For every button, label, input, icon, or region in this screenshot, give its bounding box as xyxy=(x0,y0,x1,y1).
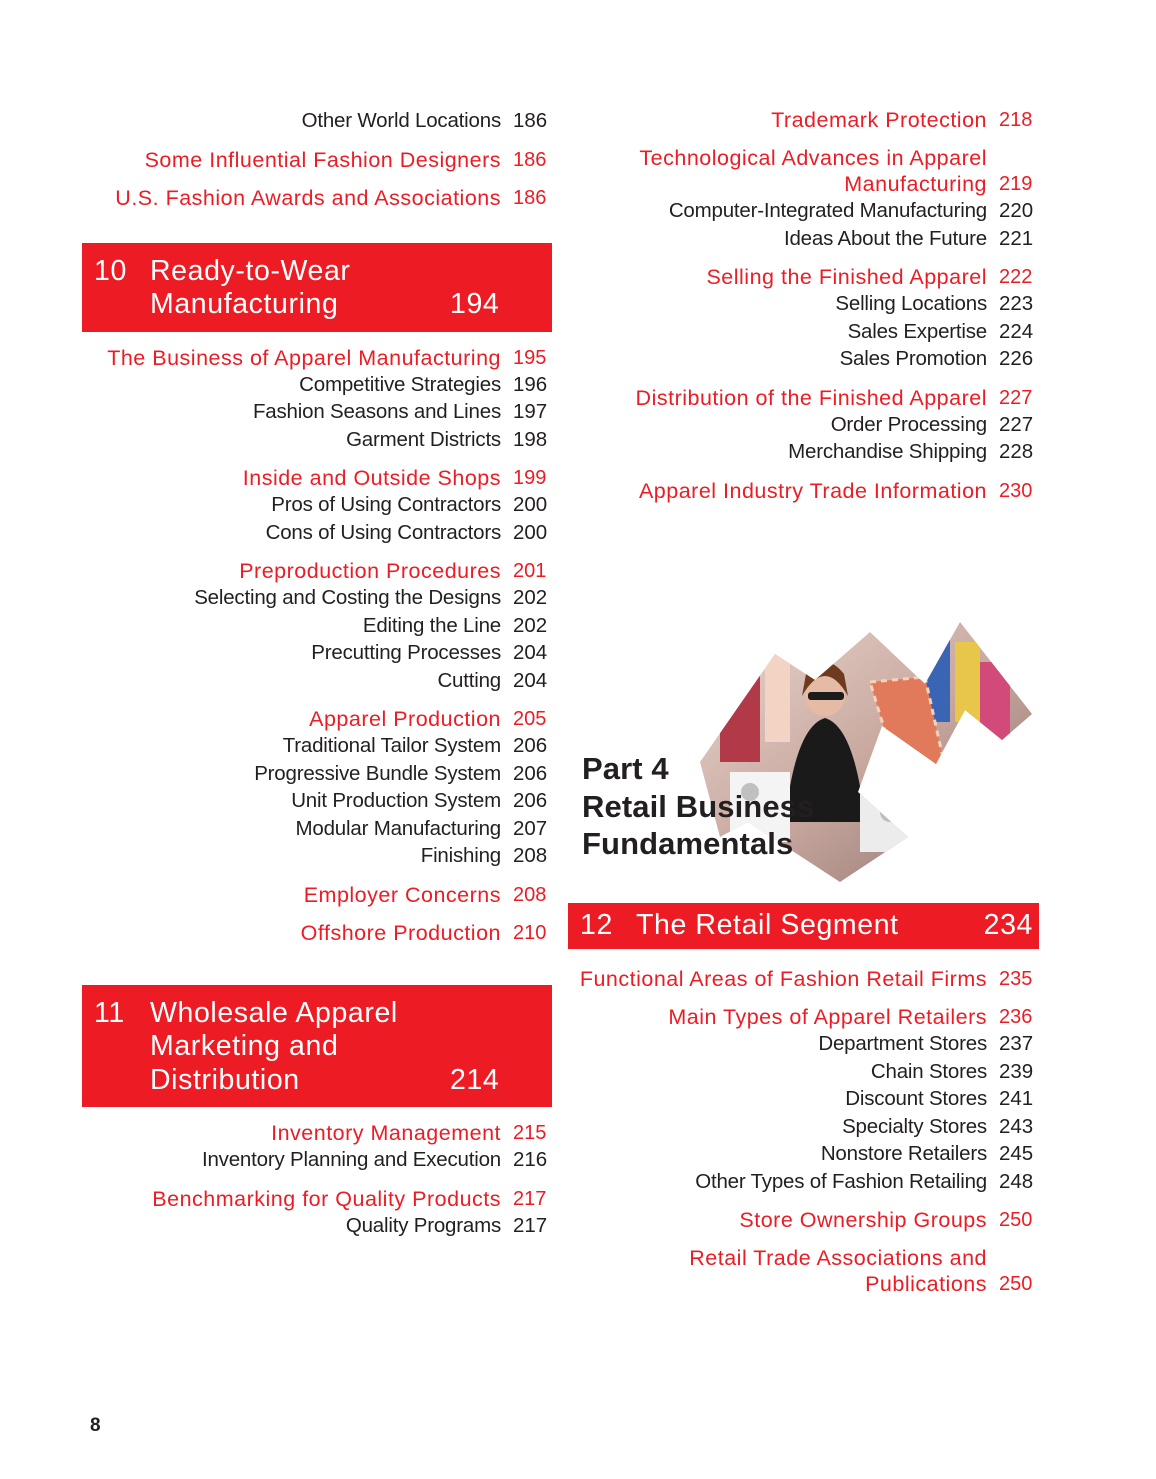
toc-entry-page: 243 xyxy=(999,1114,1034,1138)
toc-subsection-entry[interactable] xyxy=(82,519,552,547)
toc-entry-page: 201 xyxy=(513,560,547,582)
toc-section-entry[interactable] xyxy=(82,345,552,371)
toc-entry-page: 215 xyxy=(513,1122,547,1144)
toc-entry-title: Benchmarking for Quality Products xyxy=(152,1186,501,1211)
chapter-title: Wholesale Apparel Marketing and Distribution xyxy=(150,996,398,1096)
toc-gap xyxy=(82,546,552,558)
toc-entry-title: Competitive Strategies xyxy=(299,372,501,396)
toc-entry-title: Some Influential Fashion Designers xyxy=(144,147,501,172)
toc-entry-page: 205 xyxy=(513,708,547,730)
toc-gap xyxy=(82,908,552,920)
toc-section-entry[interactable] xyxy=(568,966,1038,992)
toc-section-entry[interactable] xyxy=(568,1245,1038,1297)
toc-entry-page: 196 xyxy=(513,372,548,396)
chapter-title: Ready-to-Wear Manufacturing xyxy=(150,254,351,320)
toc-entry-title: The Business of Apparel Manufacturing xyxy=(107,345,501,370)
toc-entry-page: 222 xyxy=(999,266,1033,288)
toc-subsection-entry[interactable] xyxy=(82,371,552,399)
chapter-10-banner[interactable] xyxy=(82,243,552,332)
toc-subsection-entry[interactable] xyxy=(568,1168,1038,1196)
toc-entry-title: Cutting xyxy=(437,668,501,692)
toc-entry-page: 202 xyxy=(513,586,548,609)
toc-gap xyxy=(82,694,552,706)
toc-gap xyxy=(568,466,1038,478)
toc-entry-page: 248 xyxy=(999,1169,1034,1193)
toc-entry-title: Editing the Line xyxy=(362,613,501,637)
toc-subsection-entry[interactable] xyxy=(568,1140,1038,1168)
toc-section-entry[interactable] xyxy=(82,882,552,908)
toc-entry-page: 200 xyxy=(513,520,548,544)
toc-entry-page: 218 xyxy=(999,109,1033,131)
toc-list xyxy=(82,345,552,946)
toc-list xyxy=(568,966,1038,1297)
toc-subsection-entry[interactable] xyxy=(82,842,552,870)
toc-entry-page: 245 xyxy=(999,1142,1034,1165)
toc-subsection-entry[interactable] xyxy=(82,612,552,640)
toc-entry-page: 220 xyxy=(999,199,1034,222)
toc-entry-title: Discount Stores xyxy=(845,1087,987,1110)
toc-entry-title: Offshore Production xyxy=(300,920,501,945)
toc-entry-page: 195 xyxy=(513,346,547,369)
toc-section-entry[interactable] xyxy=(82,706,552,732)
toc-entry-title: Trademark Protection xyxy=(771,108,987,132)
toc-entry-title: Preproduction Procedures xyxy=(239,559,501,583)
toc-gap xyxy=(568,1233,1038,1245)
toc-entry-page: 227 xyxy=(999,412,1034,436)
toc-entry-page: 236 xyxy=(999,1006,1033,1028)
toc-entry-title: Selecting and Costing the Designs xyxy=(194,586,501,609)
toc-entry-title: Traditional Tailor System xyxy=(282,734,501,757)
toc-entry-page: 228 xyxy=(999,440,1034,463)
toc-subsection-entry[interactable] xyxy=(82,667,552,695)
toc-entry-page: 237 xyxy=(999,1032,1034,1055)
toc-subsection-entry[interactable] xyxy=(82,107,552,135)
toc-gap xyxy=(82,1174,552,1186)
toc-entry-title: Technological Advances in Apparel Manufacturing xyxy=(639,146,987,196)
toc-entry-page: 226 xyxy=(999,347,1034,370)
toc-section-entry[interactable] xyxy=(568,1004,1038,1030)
toc-entry-title: Garment Districts xyxy=(346,427,501,451)
toc-entry-title: Pros of Using Contractors xyxy=(271,493,501,516)
toc-right-column-lower xyxy=(568,966,1038,1297)
toc-section-entry[interactable] xyxy=(568,107,1038,133)
toc-entry-title: Store Ownership Groups xyxy=(739,1208,987,1232)
toc-entry-page: 230 xyxy=(999,479,1033,502)
toc-entry-title: Merchandise Shipping xyxy=(788,440,987,463)
toc-gap xyxy=(568,133,1038,145)
toc-entry-page: 210 xyxy=(513,921,547,944)
toc-gap xyxy=(568,252,1038,264)
toc-section-entry[interactable] xyxy=(568,478,1038,504)
toc-subsection-entry[interactable] xyxy=(82,426,552,454)
toc-subsection-entry[interactable] xyxy=(82,1212,552,1240)
toc-subsection-entry[interactable] xyxy=(82,1146,552,1174)
toc-entry-page: 235 xyxy=(999,968,1033,990)
part-title xyxy=(582,750,814,863)
chapter-page: 214 xyxy=(450,1063,500,1096)
chapter-number: 11 xyxy=(94,996,125,1029)
toc-list xyxy=(568,107,1038,504)
toc-gap xyxy=(82,870,552,882)
toc-entry-title: Apparel Production xyxy=(309,707,501,731)
part-title-line-2: Fundamentals xyxy=(582,826,794,861)
toc-subsection-entry[interactable] xyxy=(82,398,552,426)
toc-entry-title: Inventory Management xyxy=(271,1121,501,1145)
toc-entry-page: 223 xyxy=(999,292,1034,315)
part-4-opener xyxy=(570,622,1040,887)
toc-entry-page: 206 xyxy=(513,734,548,757)
toc-entry-page: 199 xyxy=(513,467,547,489)
chapter-12-banner[interactable] xyxy=(568,903,1039,949)
toc-section-entry[interactable] xyxy=(568,1207,1038,1233)
toc-entry-page: 224 xyxy=(999,319,1034,343)
toc-section-entry[interactable] xyxy=(82,147,552,173)
toc-subsection-entry[interactable] xyxy=(568,1085,1038,1113)
toc-entry-page: 208 xyxy=(513,844,548,867)
toc-entry-title: Apparel Industry Trade Information xyxy=(638,478,987,503)
toc-subsection-entry[interactable] xyxy=(568,1030,1038,1058)
toc-entry-page: 206 xyxy=(513,789,548,812)
chapter-number: 10 xyxy=(94,254,127,287)
toc-entry-page: 186 xyxy=(513,109,548,132)
toc-section-entry[interactable] xyxy=(82,185,552,211)
toc-section-entry[interactable] xyxy=(568,385,1038,411)
toc-subsection-entry[interactable] xyxy=(82,639,552,667)
toc-entry-page: 198 xyxy=(513,427,548,451)
toc-subsection-entry[interactable] xyxy=(82,815,552,843)
toc-gap xyxy=(568,373,1038,385)
toc-entry-title: Department Stores xyxy=(818,1032,987,1055)
toc-entry-title: Quality Programs xyxy=(345,1213,501,1237)
toc-entry-title: Retail Trade Associations and Publications xyxy=(689,1246,987,1296)
toc-entry-title: Unit Production System xyxy=(291,789,501,812)
toc-entry-title: Order Processing xyxy=(830,412,987,436)
chapter-number: 12 xyxy=(580,909,613,941)
toc-list xyxy=(82,1120,552,1239)
toc-subsection-entry[interactable] xyxy=(82,584,552,612)
toc-entry-title: Chain Stores xyxy=(870,1059,987,1083)
toc-entry-page: 197 xyxy=(513,400,548,423)
toc-section-entry[interactable] xyxy=(568,264,1038,290)
toc-entry-page: 186 xyxy=(513,148,547,171)
chapter-12-wrapper xyxy=(568,903,1039,949)
toc-entry-page: 250 xyxy=(999,1273,1033,1295)
chapter-page: 234 xyxy=(983,909,1033,941)
toc-subsection-entry[interactable] xyxy=(568,345,1038,373)
toc-entry-title: Computer-Integrated Manufacturing xyxy=(668,199,987,222)
toc-entry-page: 219 xyxy=(999,173,1033,195)
toc-subsection-entry[interactable] xyxy=(568,411,1038,439)
toc-entry-title: Fashion Seasons and Lines xyxy=(252,400,501,423)
toc-entry-page: 217 xyxy=(513,1187,547,1210)
chapter-title: The Retail Segment xyxy=(636,909,899,941)
toc-subsection-entry[interactable] xyxy=(568,438,1038,466)
toc-subsection-entry[interactable] xyxy=(568,290,1038,318)
toc-entry-page: 186 xyxy=(513,186,547,209)
toc-entry-title: Distribution of the Finished Apparel xyxy=(635,385,987,410)
toc-section-entry[interactable] xyxy=(82,558,552,584)
toc-entry-title: Cons of Using Contractors xyxy=(265,520,501,544)
toc-subsection-entry[interactable] xyxy=(568,197,1038,225)
toc-entry-title: Other World Locations xyxy=(301,109,501,132)
toc-entry-title: Finishing xyxy=(420,844,501,867)
toc-entry-page: 217 xyxy=(513,1213,548,1237)
toc-entry-title: Employer Concerns xyxy=(303,882,501,907)
toc-entry-title: Inventory Planning and Execution xyxy=(201,1148,501,1171)
toc-entry-title: Selling the Finished Apparel xyxy=(706,265,987,289)
toc-gap xyxy=(82,453,552,465)
toc-entry-page: 221 xyxy=(999,226,1034,250)
part-label: Part 4 xyxy=(582,751,669,786)
toc-entry-title: Modular Manufacturing xyxy=(295,816,501,840)
toc-entry-page: 202 xyxy=(513,613,548,637)
toc-entry-page: 204 xyxy=(513,641,548,664)
toc-entry-page: 208 xyxy=(513,883,547,906)
toc-subsection-entry[interactable] xyxy=(82,732,552,760)
toc-entry-title: Inside and Outside Shops xyxy=(242,466,501,490)
toc-gap xyxy=(82,173,552,185)
toc-entry-title: Precutting Processes xyxy=(311,641,501,664)
toc-entry-title: Selling Locations xyxy=(835,292,987,315)
toc-section-entry[interactable] xyxy=(82,1120,552,1146)
part-title-line-1: Retail Business xyxy=(582,788,815,824)
toc-subsection-entry[interactable] xyxy=(568,318,1038,346)
toc-entry-title: Functional Areas of Fashion Retail Firms xyxy=(579,967,987,991)
toc-gap xyxy=(568,992,1038,1004)
chapter-page: 194 xyxy=(450,288,500,320)
toc-gap xyxy=(82,135,552,147)
toc-entry-page: 207 xyxy=(513,816,548,840)
toc-section-entry[interactable] xyxy=(568,145,1038,197)
toc-entry-title: Other Types of Fashion Retailing xyxy=(695,1169,987,1193)
toc-entry-page: 239 xyxy=(999,1059,1034,1083)
toc-entry-title: Sales Expertise xyxy=(847,319,987,343)
toc-entry-title: Specialty Stores xyxy=(842,1114,987,1138)
toc-entry-page: 206 xyxy=(513,761,548,785)
toc-section-entry[interactable] xyxy=(82,1186,552,1212)
toc-entry-title: Sales Promotion xyxy=(839,347,987,370)
toc-entry-page: 216 xyxy=(513,1148,548,1171)
toc-section-entry[interactable] xyxy=(82,920,552,946)
toc-entry-title: Ideas About the Future xyxy=(783,226,987,250)
toc-right-column xyxy=(568,107,1038,504)
toc-entry-title: Nonstore Retailers xyxy=(820,1142,987,1165)
toc-entry-title: Progressive Bundle System xyxy=(254,761,501,785)
toc-entry-page: 227 xyxy=(999,386,1033,409)
toc-subsection-entry[interactable] xyxy=(82,787,552,815)
toc-subsection-entry[interactable] xyxy=(568,1058,1038,1086)
toc-list xyxy=(82,107,552,211)
toc-subsection-entry[interactable] xyxy=(82,760,552,788)
toc-section-entry[interactable] xyxy=(82,465,552,491)
toc-entry-page: 250 xyxy=(999,1209,1033,1231)
toc-gap xyxy=(568,1195,1038,1207)
toc-subsection-entry[interactable] xyxy=(82,491,552,519)
toc-left-column xyxy=(82,107,552,1239)
toc-entry-page: 204 xyxy=(513,668,548,692)
page-number: 8 xyxy=(90,1415,101,1436)
toc-entry-title: Main Types of Apparel Retailers xyxy=(668,1005,987,1029)
toc-entry-page: 241 xyxy=(999,1087,1034,1110)
chapter-11-banner[interactable] xyxy=(82,985,552,1108)
toc-entry-title: U.S. Fashion Awards and Associations xyxy=(115,185,501,210)
toc-subsection-entry[interactable] xyxy=(568,225,1038,253)
toc-entry-page: 200 xyxy=(513,493,548,516)
toc-subsection-entry[interactable] xyxy=(568,1113,1038,1141)
